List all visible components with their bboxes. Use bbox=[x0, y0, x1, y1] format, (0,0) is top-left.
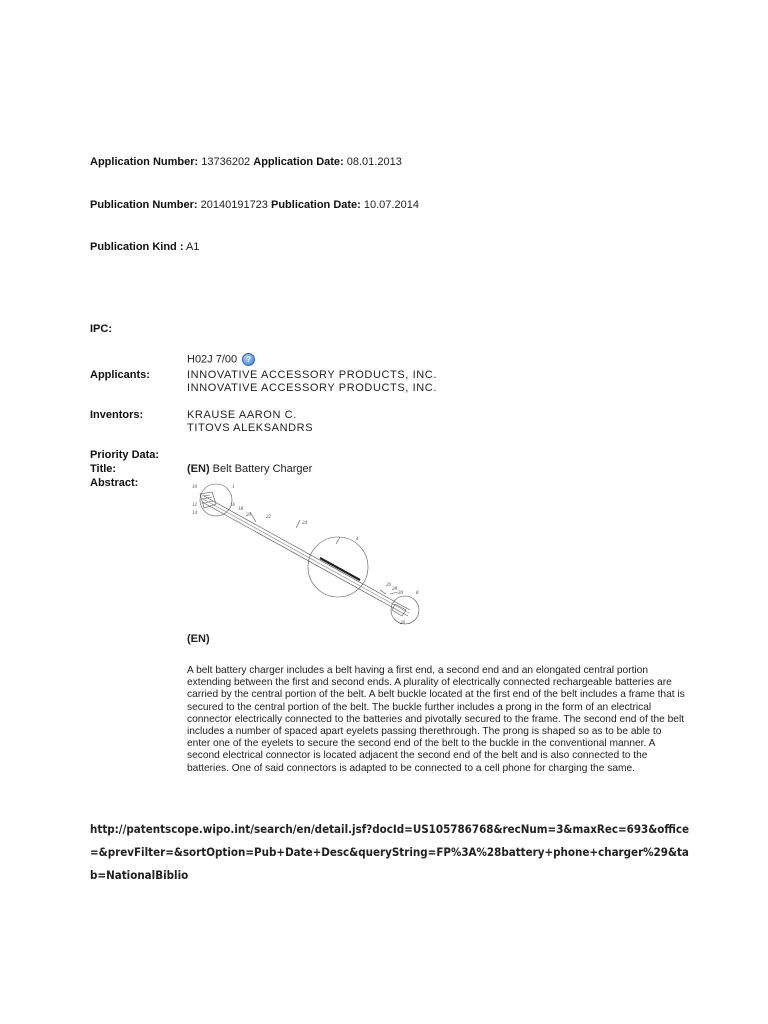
leader-lines bbox=[250, 512, 398, 594]
applicants-list bbox=[187, 369, 437, 395]
inventor-name: TITOVS ALEKSANDRS bbox=[187, 422, 314, 434]
ipc-label: IPC: bbox=[90, 323, 112, 335]
ipc-code-line bbox=[187, 353, 255, 366]
inventors-list bbox=[187, 409, 313, 435]
publication-info-line bbox=[90, 199, 419, 211]
application-date-label: Application Date: bbox=[253, 156, 344, 168]
fig-label: 18 bbox=[238, 507, 243, 512]
fig-label: 8 bbox=[416, 591, 419, 596]
inventors-label: Inventors: bbox=[90, 409, 144, 421]
fig-label: 12 bbox=[192, 503, 197, 508]
fig-label: 28 bbox=[392, 587, 397, 592]
publication-date-label: Publication Date: bbox=[270, 199, 361, 211]
fig-label: 20 bbox=[246, 513, 251, 518]
title-lang: (EN) bbox=[187, 463, 210, 475]
title-text: Belt Battery Charger bbox=[212, 463, 313, 475]
source-link[interactable]: http://patentscope.wipo.int/search/en/detail.jsf?docId=US105786768&recNum=3&maxRec=693&office=&prevFilter=&sortOption=Pub+Date+Desc&queryString=FP%3A%28battery+phone+charger%29&tab=NationalBiblio bbox=[90, 822, 690, 882]
fig-label: 20 bbox=[400, 621, 405, 626]
fig-label: 26 bbox=[386, 583, 391, 588]
publication-number: 20140191723 bbox=[200, 199, 268, 211]
patent-drawing bbox=[190, 482, 430, 630]
fig-label: 16 bbox=[230, 503, 235, 508]
title-line bbox=[187, 463, 312, 476]
application-number: 13736202 bbox=[201, 156, 251, 168]
ipc-code: H02J 7/00 bbox=[187, 353, 238, 366]
abstract-text: A belt battery charger includes a belt having a first end, a second end and an elongated central portion extending between the first and second ends. A plurality of electrically connected rechargeable batteries are carried by the central portion of the belt. A belt buckle located at the first end of the belt includes a frame that is secured to the central portion of the belt. The buckle further includes a prong in the form of an electrical connector electrically connected to the batteries and pivotally secured to the frame. The second end of the belt includes a number of spaced apart eyelets passing therethrough. The prong is shaped so as to be able to enter one of the eyelets to secure the second end of the belt to the buckle in the conventional manner. A second electrical connector is located adjacent the second end of the belt and is also connected to the batteries. One of said connectors is adapted to be connected to a cell phone for charging the same. bbox=[187, 665, 685, 774]
fig-label: 30 bbox=[398, 591, 403, 596]
belt-edge-upper bbox=[204, 496, 410, 610]
applicants-label: Applicants: bbox=[90, 369, 150, 381]
abstract-lang: (EN) bbox=[187, 633, 210, 645]
applicant-name: INNOVATIVE ACCESSORY PRODUCTS, INC. bbox=[187, 382, 438, 394]
buckle-detail bbox=[202, 495, 213, 503]
title-label: Title: bbox=[90, 463, 117, 475]
priority-data-label: Priority Data: bbox=[90, 449, 160, 461]
fig-label: 22 bbox=[266, 515, 271, 520]
fig-label: 10 bbox=[192, 485, 197, 490]
belt-center-line bbox=[203, 499, 409, 613]
publication-kind-line bbox=[90, 241, 199, 253]
fig-label: 14 bbox=[192, 511, 197, 516]
fig-label: 1 bbox=[232, 485, 235, 490]
application-number-label: Application Number: bbox=[90, 156, 199, 168]
battery-pack bbox=[320, 558, 360, 580]
publication-date: 10.07.2014 bbox=[363, 199, 419, 211]
application-date: 08.01.2013 bbox=[346, 156, 402, 168]
application-info-line bbox=[90, 156, 402, 168]
applicant-name: INNOVATIVE ACCESSORY PRODUCTS, INC. bbox=[187, 369, 438, 381]
belt-edge-lower bbox=[202, 502, 408, 616]
detail-circle-end bbox=[391, 596, 419, 624]
abstract-label: Abstract: bbox=[90, 477, 139, 489]
fig-label: 24 bbox=[302, 521, 307, 526]
publication-kind: A1 bbox=[185, 241, 200, 253]
help-icon[interactable]: ? bbox=[242, 353, 255, 366]
fig-label: 4 bbox=[356, 537, 359, 542]
publication-kind-label: Publication Kind : bbox=[90, 241, 184, 253]
inventor-name: KRAUSE AARON C. bbox=[187, 409, 297, 421]
publication-number-label: Publication Number: bbox=[90, 199, 198, 211]
